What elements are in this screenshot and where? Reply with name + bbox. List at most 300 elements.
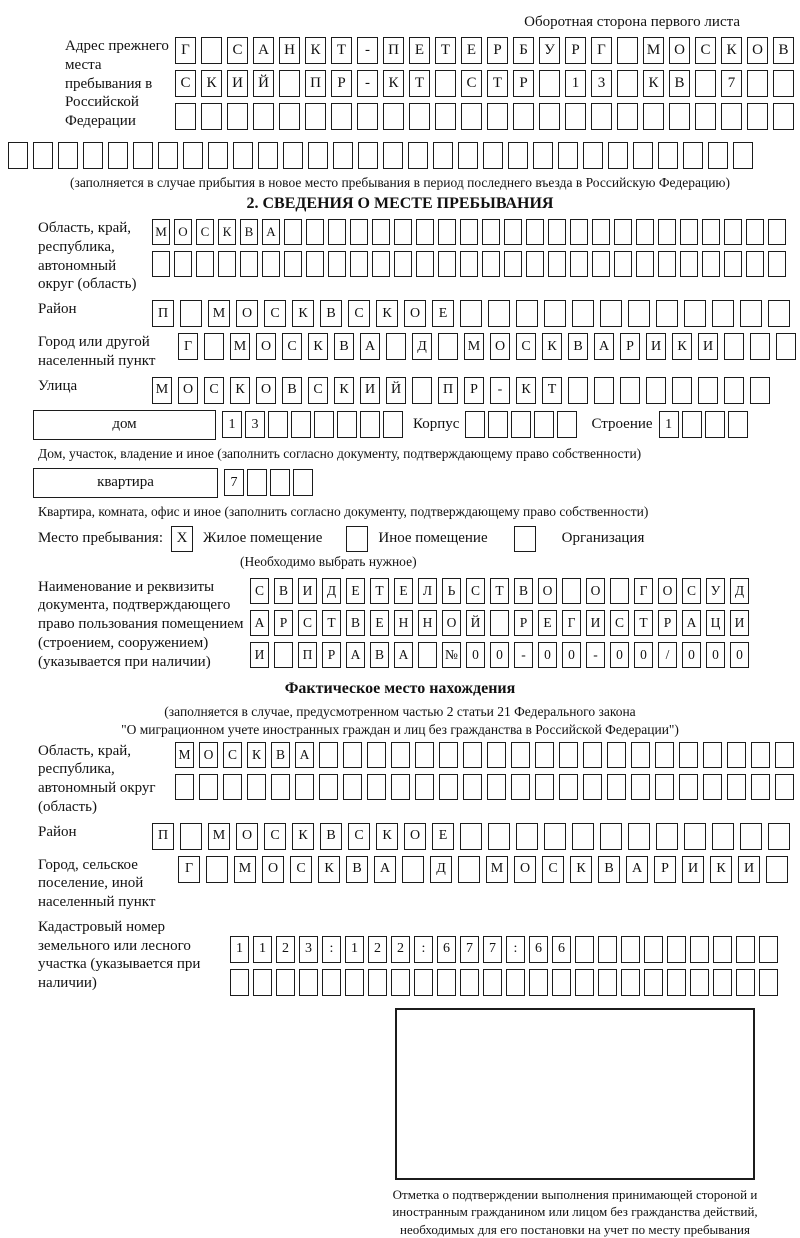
char-cell[interactable] xyxy=(391,742,410,768)
char-cell[interactable] xyxy=(598,969,617,996)
char-cell[interactable]: 7 xyxy=(483,936,502,963)
document-row-3[interactable] xyxy=(250,642,749,668)
char-cell[interactable]: 6 xyxy=(552,936,571,963)
char-cell[interactable]: К xyxy=(308,333,328,360)
char-cell[interactable] xyxy=(658,251,676,277)
char-cell[interactable] xyxy=(607,742,626,768)
char-cell[interactable]: И xyxy=(586,610,605,636)
char-cell[interactable]: О xyxy=(199,742,218,768)
char-cell[interactable]: М xyxy=(208,300,230,327)
cadastre-row-2[interactable] xyxy=(230,969,778,996)
char-cell[interactable] xyxy=(386,333,406,360)
char-cell[interactable]: В xyxy=(282,377,302,404)
char-cell[interactable] xyxy=(461,103,482,130)
char-cell[interactable]: П xyxy=(383,37,404,64)
char-cell[interactable]: И xyxy=(646,333,666,360)
char-cell[interactable] xyxy=(617,103,638,130)
char-cell[interactable] xyxy=(768,251,786,277)
char-cell[interactable] xyxy=(631,742,650,768)
char-cell[interactable] xyxy=(712,823,734,850)
char-cell[interactable]: К xyxy=(570,856,592,883)
char-cell[interactable] xyxy=(740,300,762,327)
house-number-cells[interactable] xyxy=(222,411,403,438)
char-cell[interactable] xyxy=(293,469,313,496)
char-cell[interactable]: - xyxy=(357,70,378,97)
char-cell[interactable]: С xyxy=(682,578,701,604)
char-cell[interactable] xyxy=(383,103,404,130)
char-cell[interactable]: 0 xyxy=(466,642,485,668)
char-cell[interactable] xyxy=(240,251,258,277)
char-cell[interactable]: В xyxy=(320,300,342,327)
char-cell[interactable] xyxy=(773,103,794,130)
char-cell[interactable] xyxy=(258,142,278,169)
char-cell[interactable] xyxy=(736,936,755,963)
char-cell[interactable] xyxy=(409,103,430,130)
char-cell[interactable] xyxy=(768,300,790,327)
char-cell[interactable] xyxy=(724,333,744,360)
char-cell[interactable]: И xyxy=(250,642,269,668)
char-cell[interactable] xyxy=(643,103,664,130)
char-cell[interactable] xyxy=(721,103,742,130)
char-cell[interactable] xyxy=(367,774,386,800)
char-cell[interactable]: С xyxy=(282,333,302,360)
char-cell[interactable] xyxy=(679,742,698,768)
char-cell[interactable]: Р xyxy=(514,610,533,636)
char-cell[interactable] xyxy=(438,219,456,245)
char-cell[interactable] xyxy=(418,642,437,668)
char-cell[interactable] xyxy=(201,103,222,130)
char-cell[interactable]: - xyxy=(586,642,605,668)
char-cell[interactable] xyxy=(438,333,458,360)
char-cell[interactable] xyxy=(621,969,640,996)
organization-checkbox[interactable] xyxy=(514,526,536,552)
char-cell[interactable]: В xyxy=(346,856,368,883)
char-cell[interactable] xyxy=(458,142,478,169)
char-cell[interactable]: К xyxy=(201,70,222,97)
char-cell[interactable] xyxy=(667,969,686,996)
char-cell[interactable]: Е xyxy=(394,578,413,604)
char-cell[interactable] xyxy=(460,969,479,996)
char-cell[interactable]: Е xyxy=(409,37,430,64)
prev-address-row-1[interactable] xyxy=(175,37,794,64)
char-cell[interactable] xyxy=(360,411,380,438)
char-cell[interactable] xyxy=(276,969,295,996)
char-cell[interactable] xyxy=(646,377,666,404)
char-cell[interactable] xyxy=(628,823,650,850)
char-cell[interactable]: Л xyxy=(418,578,437,604)
char-cell[interactable] xyxy=(526,219,544,245)
char-cell[interactable]: В xyxy=(320,823,342,850)
region-row-1[interactable] xyxy=(152,219,786,245)
char-cell[interactable]: И xyxy=(682,856,704,883)
char-cell[interactable] xyxy=(230,969,249,996)
char-cell[interactable] xyxy=(439,742,458,768)
char-cell[interactable]: Й xyxy=(466,610,485,636)
char-cell[interactable] xyxy=(575,936,594,963)
char-cell[interactable] xyxy=(775,742,794,768)
char-cell[interactable] xyxy=(343,774,362,800)
char-cell[interactable]: К xyxy=(247,742,266,768)
char-cell[interactable]: Г xyxy=(175,37,196,64)
char-cell[interactable]: 0 xyxy=(706,642,725,668)
char-cell[interactable] xyxy=(552,969,571,996)
char-cell[interactable]: А xyxy=(253,37,274,64)
char-cell[interactable] xyxy=(535,774,554,800)
char-cell[interactable]: С xyxy=(250,578,269,604)
char-cell[interactable] xyxy=(337,411,357,438)
char-cell[interactable]: О xyxy=(538,578,557,604)
char-cell[interactable]: Е xyxy=(346,578,365,604)
char-cell[interactable] xyxy=(614,219,632,245)
char-cell[interactable] xyxy=(8,142,28,169)
prev-address-row-4[interactable] xyxy=(8,142,800,169)
char-cell[interactable] xyxy=(591,103,612,130)
char-cell[interactable]: 7 xyxy=(721,70,742,97)
char-cell[interactable] xyxy=(218,251,236,277)
char-cell[interactable]: С xyxy=(298,610,317,636)
char-cell[interactable]: : xyxy=(414,936,433,963)
char-cell[interactable]: М xyxy=(643,37,664,64)
char-cell[interactable] xyxy=(488,823,510,850)
char-cell[interactable]: Г xyxy=(562,610,581,636)
char-cell[interactable] xyxy=(568,377,588,404)
char-cell[interactable] xyxy=(180,823,202,850)
char-cell[interactable] xyxy=(372,219,390,245)
residential-checkbox[interactable]: X xyxy=(171,526,193,552)
char-cell[interactable]: П xyxy=(305,70,326,97)
char-cell[interactable] xyxy=(572,300,594,327)
char-cell[interactable] xyxy=(708,142,728,169)
char-cell[interactable]: О xyxy=(442,610,461,636)
char-cell[interactable] xyxy=(247,469,267,496)
char-cell[interactable] xyxy=(402,856,424,883)
char-cell[interactable] xyxy=(759,969,778,996)
char-cell[interactable]: 0 xyxy=(538,642,557,668)
char-cell[interactable] xyxy=(439,774,458,800)
char-cell[interactable] xyxy=(488,300,510,327)
char-cell[interactable] xyxy=(414,969,433,996)
prev-address-row-3[interactable] xyxy=(175,103,794,130)
actual-region-row-2[interactable] xyxy=(175,774,794,800)
char-cell[interactable] xyxy=(306,219,324,245)
char-cell[interactable] xyxy=(305,103,326,130)
char-cell[interactable]: О xyxy=(669,37,690,64)
char-cell[interactable]: У xyxy=(706,578,725,604)
char-cell[interactable]: С xyxy=(290,856,312,883)
char-cell[interactable] xyxy=(644,969,663,996)
char-cell[interactable] xyxy=(279,103,300,130)
char-cell[interactable] xyxy=(463,742,482,768)
char-cell[interactable] xyxy=(617,70,638,97)
char-cell[interactable] xyxy=(319,774,338,800)
actual-city-cells[interactable] xyxy=(178,856,788,883)
char-cell[interactable] xyxy=(482,251,500,277)
char-cell[interactable]: К xyxy=(643,70,664,97)
char-cell[interactable]: № xyxy=(442,642,461,668)
char-cell[interactable]: А xyxy=(374,856,396,883)
char-cell[interactable]: Г xyxy=(591,37,612,64)
char-cell[interactable]: Д xyxy=(730,578,749,604)
char-cell[interactable] xyxy=(408,142,428,169)
char-cell[interactable]: О xyxy=(658,578,677,604)
char-cell[interactable] xyxy=(328,219,346,245)
char-cell[interactable] xyxy=(175,774,194,800)
char-cell[interactable] xyxy=(284,251,302,277)
char-cell[interactable]: О xyxy=(490,333,510,360)
char-cell[interactable]: С xyxy=(348,823,370,850)
char-cell[interactable]: 0 xyxy=(562,642,581,668)
char-cell[interactable] xyxy=(768,219,786,245)
char-cell[interactable] xyxy=(724,377,744,404)
char-cell[interactable]: В xyxy=(271,742,290,768)
char-cell[interactable]: Р xyxy=(464,377,484,404)
char-cell[interactable]: А xyxy=(360,333,380,360)
char-cell[interactable]: Н xyxy=(418,610,437,636)
char-cell[interactable] xyxy=(655,774,674,800)
char-cell[interactable] xyxy=(133,142,153,169)
char-cell[interactable] xyxy=(482,219,500,245)
char-cell[interactable] xyxy=(562,578,581,604)
char-cell[interactable] xyxy=(558,142,578,169)
char-cell[interactable] xyxy=(703,774,722,800)
char-cell[interactable] xyxy=(511,774,530,800)
char-cell[interactable] xyxy=(227,103,248,130)
char-cell[interactable]: 7 xyxy=(460,936,479,963)
char-cell[interactable]: К xyxy=(376,823,398,850)
char-cell[interactable]: Т xyxy=(435,37,456,64)
char-cell[interactable] xyxy=(633,142,653,169)
char-cell[interactable] xyxy=(583,142,603,169)
char-cell[interactable]: И xyxy=(730,610,749,636)
char-cell[interactable] xyxy=(667,936,686,963)
char-cell[interactable]: М xyxy=(208,823,230,850)
char-cell[interactable]: И xyxy=(698,333,718,360)
char-cell[interactable] xyxy=(695,70,716,97)
char-cell[interactable]: В xyxy=(514,578,533,604)
char-cell[interactable]: М xyxy=(234,856,256,883)
char-cell[interactable] xyxy=(108,142,128,169)
char-cell[interactable]: В xyxy=(773,37,794,64)
char-cell[interactable] xyxy=(614,251,632,277)
char-cell[interactable]: К xyxy=(318,856,340,883)
char-cell[interactable] xyxy=(534,411,554,438)
char-cell[interactable]: К xyxy=(721,37,742,64)
char-cell[interactable]: М xyxy=(486,856,508,883)
char-cell[interactable] xyxy=(570,219,588,245)
char-cell[interactable] xyxy=(727,742,746,768)
char-cell[interactable]: Т xyxy=(487,70,508,97)
char-cell[interactable]: М xyxy=(152,377,172,404)
char-cell[interactable] xyxy=(415,774,434,800)
char-cell[interactable] xyxy=(759,936,778,963)
char-cell[interactable] xyxy=(247,774,266,800)
char-cell[interactable] xyxy=(223,774,242,800)
document-row-2[interactable] xyxy=(250,610,749,636)
char-cell[interactable] xyxy=(746,219,764,245)
char-cell[interactable] xyxy=(208,142,228,169)
char-cell[interactable] xyxy=(319,742,338,768)
char-cell[interactable] xyxy=(702,251,720,277)
char-cell[interactable] xyxy=(180,300,202,327)
char-cell[interactable] xyxy=(508,142,528,169)
other-premises-checkbox[interactable] xyxy=(346,526,368,552)
char-cell[interactable]: О xyxy=(236,823,258,850)
char-cell[interactable]: П xyxy=(298,642,317,668)
char-cell[interactable]: - xyxy=(357,37,378,64)
char-cell[interactable]: В xyxy=(274,578,293,604)
char-cell[interactable]: И xyxy=(298,578,317,604)
char-cell[interactable]: 0 xyxy=(610,642,629,668)
char-cell[interactable]: Р xyxy=(331,70,352,97)
char-cell[interactable]: М xyxy=(175,742,194,768)
char-cell[interactable]: Й xyxy=(386,377,406,404)
char-cell[interactable]: В xyxy=(370,642,389,668)
char-cell[interactable]: Д xyxy=(412,333,432,360)
char-cell[interactable]: А xyxy=(626,856,648,883)
char-cell[interactable]: 7 xyxy=(224,469,244,496)
stroenie-cells[interactable] xyxy=(659,411,748,438)
char-cell[interactable] xyxy=(598,936,617,963)
char-cell[interactable] xyxy=(279,70,300,97)
char-cell[interactable] xyxy=(415,742,434,768)
char-cell[interactable] xyxy=(592,219,610,245)
char-cell[interactable]: П xyxy=(438,377,458,404)
char-cell[interactable]: С xyxy=(308,377,328,404)
char-cell[interactable] xyxy=(460,300,482,327)
char-cell[interactable] xyxy=(746,251,764,277)
char-cell[interactable] xyxy=(557,411,577,438)
char-cell[interactable]: Г xyxy=(634,578,653,604)
char-cell[interactable] xyxy=(740,823,762,850)
char-cell[interactable] xyxy=(383,411,403,438)
char-cell[interactable] xyxy=(483,969,502,996)
char-cell[interactable] xyxy=(539,70,560,97)
char-cell[interactable] xyxy=(435,70,456,97)
char-cell[interactable]: В xyxy=(346,610,365,636)
char-cell[interactable] xyxy=(776,333,796,360)
char-cell[interactable]: 6 xyxy=(437,936,456,963)
char-cell[interactable] xyxy=(416,219,434,245)
city-cells[interactable] xyxy=(178,333,796,360)
char-cell[interactable]: К xyxy=(218,219,236,245)
char-cell[interactable] xyxy=(570,251,588,277)
char-cell[interactable]: С xyxy=(516,333,536,360)
char-cell[interactable] xyxy=(705,411,725,438)
char-cell[interactable]: 3 xyxy=(245,411,265,438)
char-cell[interactable]: С xyxy=(348,300,370,327)
char-cell[interactable] xyxy=(511,411,531,438)
char-cell[interactable]: М xyxy=(152,219,170,245)
char-cell[interactable]: Н xyxy=(394,610,413,636)
char-cell[interactable] xyxy=(617,37,638,64)
char-cell[interactable] xyxy=(575,969,594,996)
char-cell[interactable]: А xyxy=(295,742,314,768)
region-row-2[interactable] xyxy=(152,251,786,277)
char-cell[interactable] xyxy=(465,411,485,438)
char-cell[interactable]: С xyxy=(175,70,196,97)
char-cell[interactable]: Р xyxy=(487,37,508,64)
char-cell[interactable] xyxy=(628,300,650,327)
cadastre-row-1[interactable] xyxy=(230,936,778,963)
char-cell[interactable]: С xyxy=(610,610,629,636)
char-cell[interactable] xyxy=(487,742,506,768)
char-cell[interactable] xyxy=(253,969,272,996)
char-cell[interactable]: О xyxy=(262,856,284,883)
char-cell[interactable] xyxy=(728,411,748,438)
char-cell[interactable] xyxy=(724,219,742,245)
char-cell[interactable] xyxy=(658,142,678,169)
char-cell[interactable]: 1 xyxy=(253,936,272,963)
char-cell[interactable] xyxy=(83,142,103,169)
char-cell[interactable] xyxy=(636,251,654,277)
char-cell[interactable]: О xyxy=(586,578,605,604)
char-cell[interactable]: М xyxy=(464,333,484,360)
char-cell[interactable]: О xyxy=(256,377,276,404)
char-cell[interactable] xyxy=(690,936,709,963)
char-cell[interactable] xyxy=(511,742,530,768)
char-cell[interactable] xyxy=(727,774,746,800)
char-cell[interactable] xyxy=(487,774,506,800)
char-cell[interactable] xyxy=(460,251,478,277)
char-cell[interactable]: Т xyxy=(409,70,430,97)
char-cell[interactable] xyxy=(658,219,676,245)
char-cell[interactable] xyxy=(271,774,290,800)
char-cell[interactable] xyxy=(736,969,755,996)
char-cell[interactable]: Е xyxy=(432,300,454,327)
char-cell[interactable] xyxy=(506,969,525,996)
char-cell[interactable] xyxy=(437,969,456,996)
char-cell[interactable]: Т xyxy=(490,578,509,604)
char-cell[interactable]: Е xyxy=(432,823,454,850)
char-cell[interactable] xyxy=(600,823,622,850)
char-cell[interactable] xyxy=(544,300,566,327)
char-cell[interactable] xyxy=(183,142,203,169)
char-cell[interactable] xyxy=(750,333,770,360)
char-cell[interactable] xyxy=(712,300,734,327)
char-cell[interactable] xyxy=(695,103,716,130)
char-cell[interactable]: О xyxy=(256,333,276,360)
actual-region-row-1[interactable] xyxy=(175,742,794,768)
char-cell[interactable]: А xyxy=(682,610,701,636)
char-cell[interactable]: У xyxy=(539,37,560,64)
char-cell[interactable] xyxy=(391,774,410,800)
char-cell[interactable]: С xyxy=(196,219,214,245)
char-cell[interactable]: 2 xyxy=(368,936,387,963)
char-cell[interactable] xyxy=(283,142,303,169)
char-cell[interactable]: С xyxy=(264,823,286,850)
char-cell[interactable] xyxy=(533,142,553,169)
char-cell[interactable] xyxy=(333,142,353,169)
char-cell[interactable]: Г xyxy=(178,856,200,883)
char-cell[interactable] xyxy=(438,251,456,277)
char-cell[interactable]: Б xyxy=(513,37,534,64)
char-cell[interactable]: 2 xyxy=(276,936,295,963)
char-cell[interactable] xyxy=(174,251,192,277)
char-cell[interactable] xyxy=(751,742,770,768)
char-cell[interactable] xyxy=(367,742,386,768)
char-cell[interactable] xyxy=(295,774,314,800)
char-cell[interactable]: Р xyxy=(658,610,677,636)
char-cell[interactable] xyxy=(383,142,403,169)
char-cell[interactable] xyxy=(703,742,722,768)
char-cell[interactable] xyxy=(152,251,170,277)
char-cell[interactable] xyxy=(572,823,594,850)
char-cell[interactable] xyxy=(690,969,709,996)
char-cell[interactable] xyxy=(535,742,554,768)
char-cell[interactable]: 2 xyxy=(391,936,410,963)
char-cell[interactable] xyxy=(594,377,614,404)
char-cell[interactable]: О xyxy=(178,377,198,404)
